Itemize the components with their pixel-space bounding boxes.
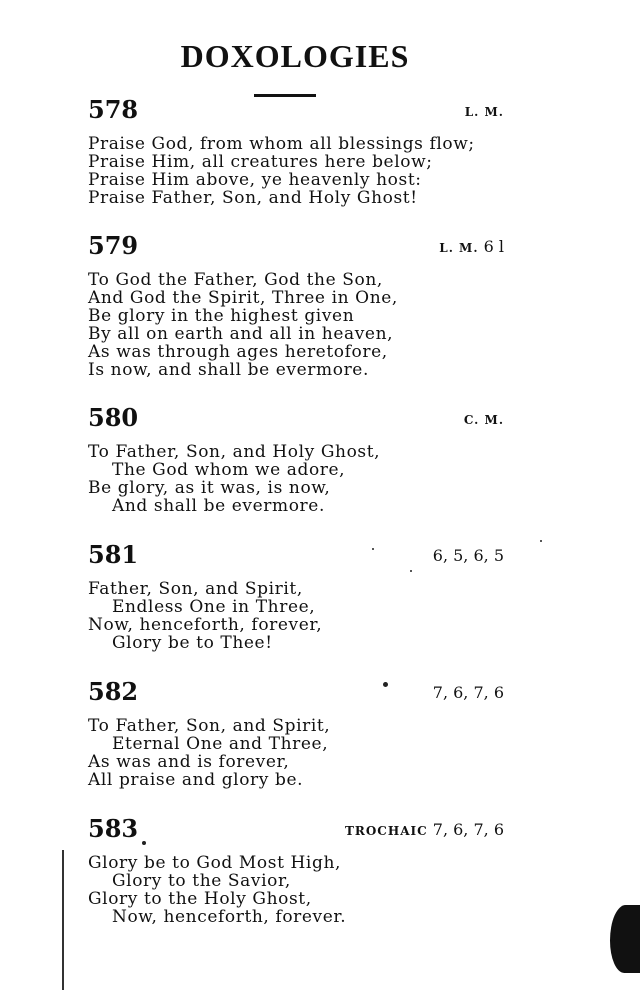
- ink-speck: [410, 570, 412, 572]
- hymn-header: [88, 404, 504, 434]
- hymn-verse: [88, 135, 504, 207]
- hymn-header: [88, 541, 504, 571]
- verse-line: As was through ages heretofore,: [88, 342, 388, 362]
- verse-line: Be glory in the highest given: [88, 306, 355, 326]
- meter-label: L. M.: [439, 241, 479, 255]
- verse-line: To God the Father, God the Son,: [88, 270, 383, 290]
- hymn-header: [88, 678, 504, 708]
- hymn-verse: [88, 580, 504, 652]
- hymn-meter: [465, 100, 504, 123]
- hymn-580: [88, 404, 504, 515]
- verse-line: Father, Son, and Spirit,: [88, 579, 303, 599]
- hymn-header: [88, 815, 504, 845]
- hymn-header: [88, 96, 504, 126]
- verse-line: As was and is forever,: [88, 752, 290, 772]
- ink-blot: [610, 905, 640, 973]
- meter-numbers: 7, 6, 7, 6: [432, 683, 504, 702]
- hymn-number: 582: [88, 677, 139, 706]
- meter-numbers: 6 l: [483, 237, 504, 256]
- meter-label: C. M.: [463, 413, 504, 427]
- hymn-583: [88, 815, 504, 926]
- meter-numbers: 7, 6, 7, 6: [432, 820, 504, 839]
- verse-line: The God whom we adore,: [112, 460, 346, 480]
- hymn-meter: [464, 408, 504, 431]
- hymn-number: 580: [88, 403, 139, 432]
- hymn-verse: [88, 271, 504, 379]
- verse-line: To Father, Son, and Holy Ghost,: [88, 442, 381, 462]
- verse-line: Is now, and shall be evermore.: [88, 360, 369, 380]
- hymn-579: [88, 232, 504, 379]
- verse-line: Glory to the Holy Ghost,: [88, 889, 312, 909]
- meter-label: L. M.: [464, 105, 504, 119]
- verse-line: Praise Him above, ye heavenly host:: [88, 170, 422, 190]
- verse-line: Be glory, as it was, is now,: [88, 478, 331, 498]
- verse-line: By all on earth and all in heaven,: [88, 324, 394, 344]
- hymn-582: [88, 678, 504, 789]
- ink-speck: [142, 841, 146, 845]
- verse-line: Now, henceforth, forever.: [112, 907, 347, 927]
- hymn-header: [88, 232, 504, 262]
- hymn-578: [88, 96, 504, 207]
- hymn-number: 583: [88, 814, 139, 843]
- verse-line: All praise and glory be.: [88, 770, 304, 790]
- verse-line: Praise Father, Son, and Holy Ghost!: [88, 188, 418, 208]
- hymn-581: [88, 541, 504, 652]
- hymn-number: 579: [88, 231, 139, 260]
- hymn-meter: [433, 682, 504, 704]
- verse-line: And shall be evermore.: [112, 496, 325, 516]
- hymn-meter: [439, 236, 504, 259]
- verse-line: Praise God, from whom all blessings flow;: [88, 134, 475, 154]
- hymn-verse: [88, 717, 504, 789]
- verse-line: Eternal One and Three,: [112, 734, 329, 754]
- margin-mark: [62, 850, 64, 990]
- verse-line: Glory be to God Most High,: [88, 853, 342, 873]
- verse-line: Glory be to Thee!: [112, 633, 273, 653]
- meter-numbers: 6, 5, 6, 5: [432, 546, 504, 565]
- verse-line: Now, henceforth, forever,: [88, 615, 323, 635]
- hymn-number: 578: [88, 95, 139, 124]
- ink-speck: [383, 682, 388, 687]
- ink-speck: [372, 548, 374, 550]
- verse-line: To Father, Son, and Spirit,: [88, 716, 331, 736]
- hymn-verse: [88, 443, 504, 515]
- hymn-number: 581: [88, 540, 139, 569]
- hymn-meter: [345, 819, 504, 842]
- meter-label: TROCHAIC: [344, 824, 428, 838]
- hymn-verse: [88, 854, 504, 926]
- verse-line: And God the Spirit, Three in One,: [88, 288, 398, 308]
- verse-line: Praise Him, all creatures here below;: [88, 152, 433, 172]
- ink-speck: [540, 540, 542, 542]
- verse-line: Endless One in Three,: [112, 597, 316, 617]
- page-title: DOXOLOGIES: [180, 38, 410, 74]
- verse-line: Glory to the Savior,: [112, 871, 291, 891]
- hymn-meter: [433, 545, 504, 567]
